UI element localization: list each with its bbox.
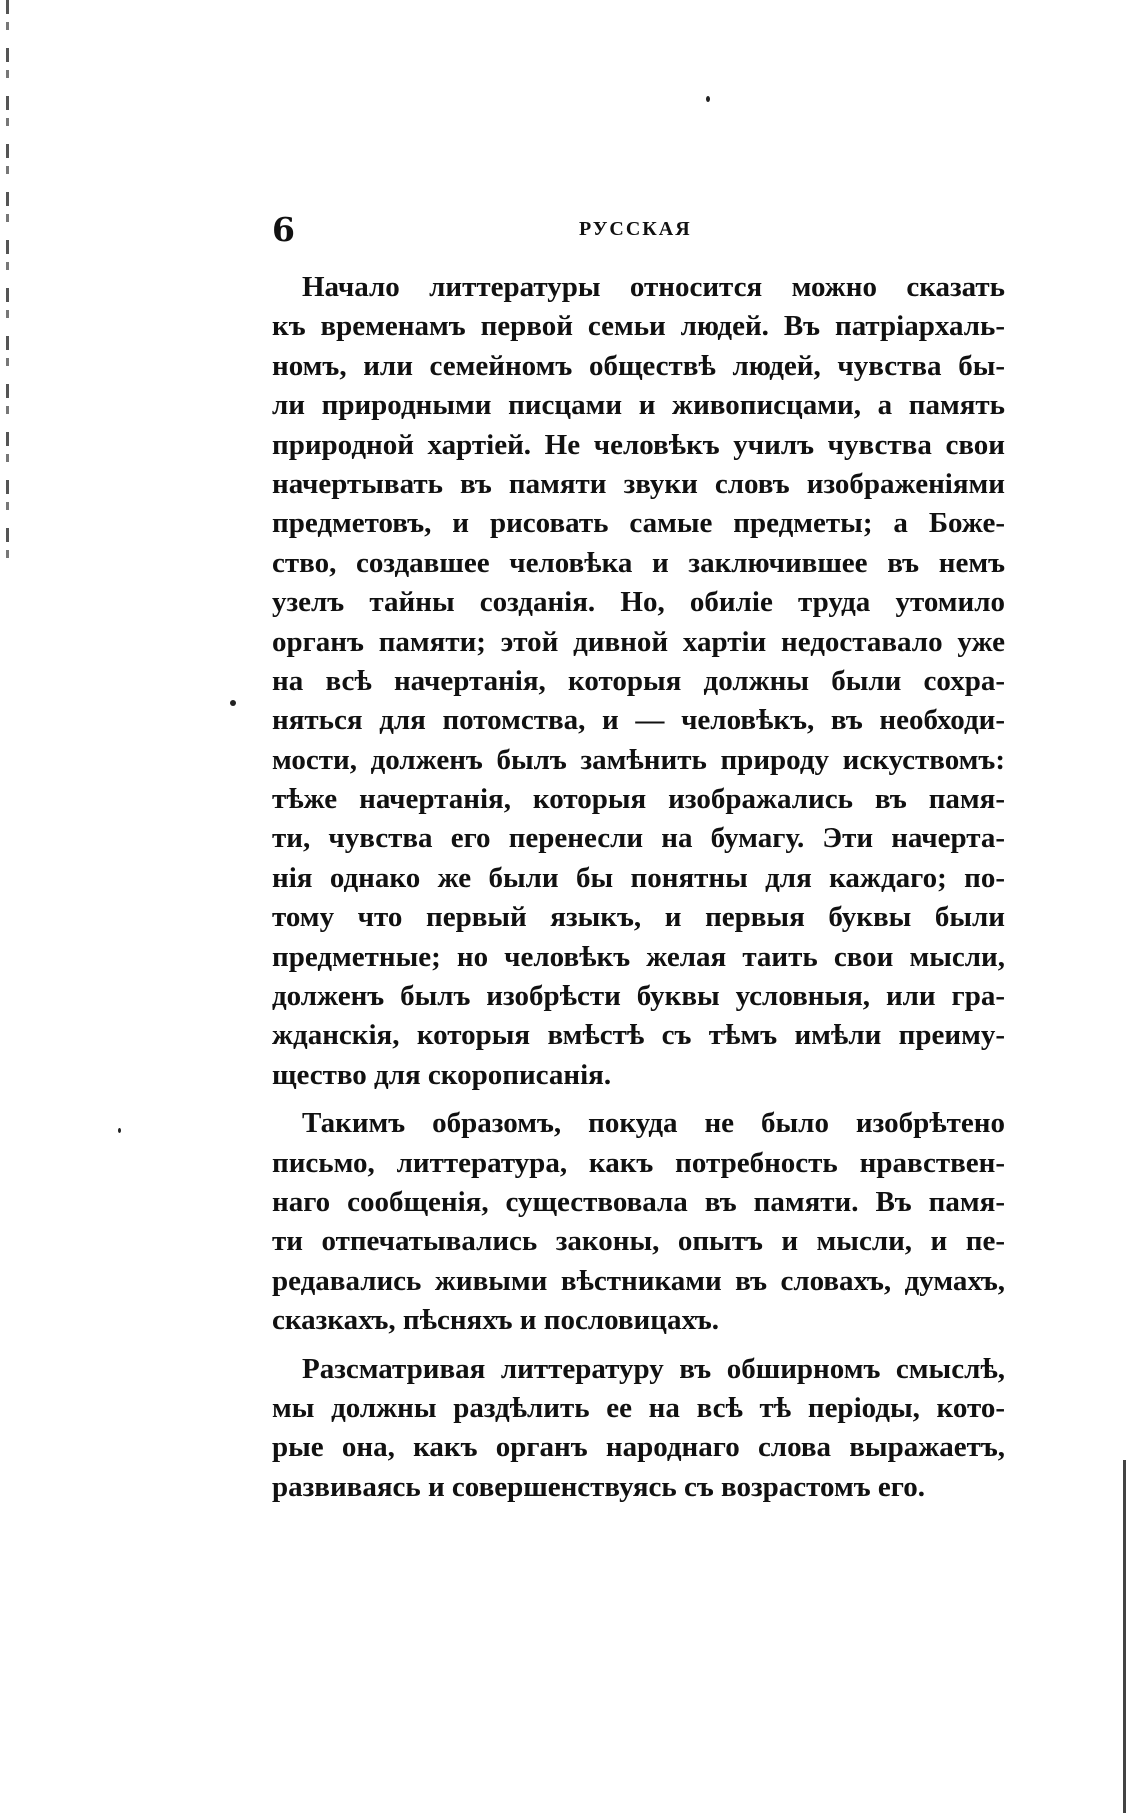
text-line: редавались живыми вѣстниками въ словахъ, думахъ, <box>272 1264 1005 1297</box>
scan-edge-left <box>6 0 9 560</box>
text-line: мы должны раздѣлить ее на всѣ тѣ періоды, кото- <box>272 1391 1005 1424</box>
text-line: ти, чувства его перенесли на бумагу. Эти начерта- <box>272 822 1005 855</box>
text-line: жданскія, которыя вмѣстѣ съ тѣмъ имѣли преиму- <box>272 1019 1005 1052</box>
paragraph-3 <box>272 1350 1005 1508</box>
text-line: Начало литтературы относится можно сказать <box>302 271 1005 303</box>
text-line: рые она, какъ органъ народнаго слова выражаетъ, <box>272 1431 1005 1464</box>
running-head: РУССКАЯ <box>579 218 692 240</box>
text-line: наго сообщенія, существовала въ памяти. Въ памя- <box>272 1185 1005 1218</box>
scan-edge-right <box>1123 1460 1126 1813</box>
text-line: къ временамъ первой семьи людей. Въ патріархаль- <box>272 310 1005 343</box>
text-line: ти отпечатывались законы, опытъ и мысли, и пе- <box>272 1225 1005 1258</box>
text-line: природной хартіей. Не человѣкъ училъ чувства свои <box>272 428 1005 461</box>
text-line: тому что первый языкъ, и первыя буквы были <box>272 901 1005 934</box>
text-line: Разсматривая литтературу въ обширномъ смыслѣ, <box>302 1352 1005 1385</box>
body-text <box>272 268 1005 1516</box>
text-line: ли природными писцами и живописцами, а память <box>272 389 1005 422</box>
text-line: долженъ былъ изобрѣсти буквы условныя, или гра- <box>272 980 1005 1013</box>
scan-speck <box>230 700 236 706</box>
page-number: 6 <box>272 210 295 249</box>
text-line: мости, долженъ былъ замѣнить природу искуствомъ: <box>272 743 1005 776</box>
text-line: номъ, или семейномъ обществѣ людей, чувства бы- <box>272 349 1005 382</box>
text-line: няться для потомства, и — человѣкъ, въ необходи- <box>272 704 1005 737</box>
text-line: узелъ тайны созданія. Но, обиліе труда утомило <box>272 586 1005 619</box>
text-line: письмо, литтература, какъ потребность нравствен- <box>272 1146 1005 1179</box>
scan-speck <box>118 1128 121 1133</box>
paragraph-2 <box>272 1104 1005 1340</box>
text-line: на всѣ начертанія, которыя должны были сохра- <box>272 664 1005 697</box>
text-line: предметные; но человѣкъ желая таить свои мысли, <box>272 940 1005 973</box>
text-line: развиваясь и совершенствуясь съ возрастомъ его. <box>272 1470 925 1503</box>
page-header <box>272 210 1007 260</box>
text-line: сказкахъ, пѣсняхъ и пословицахъ. <box>272 1304 720 1337</box>
text-line: ство, создавшее человѣка и заключившее въ немъ <box>272 546 1005 579</box>
text-line: щество для скорописанія. <box>272 1058 612 1091</box>
text-line: Такимъ образомъ, покуда не было изобрѣтено <box>302 1107 1005 1140</box>
text-line: тѣже начертанія, которыя изображались въ памя- <box>272 783 1005 816</box>
paragraph-1 <box>272 268 1005 1095</box>
scan-speck <box>706 96 710 102</box>
text-line: предметовъ, и рисовать самые предметы; а Боже- <box>272 507 1005 540</box>
text-line: нія однако же были бы понятны для каждаго; по- <box>272 861 1005 894</box>
text-line: начертывать въ памяти звуки словъ изображеніями <box>272 467 1005 500</box>
text-line: органъ памяти; этой дивной хартіи недоставало уже <box>272 625 1005 658</box>
